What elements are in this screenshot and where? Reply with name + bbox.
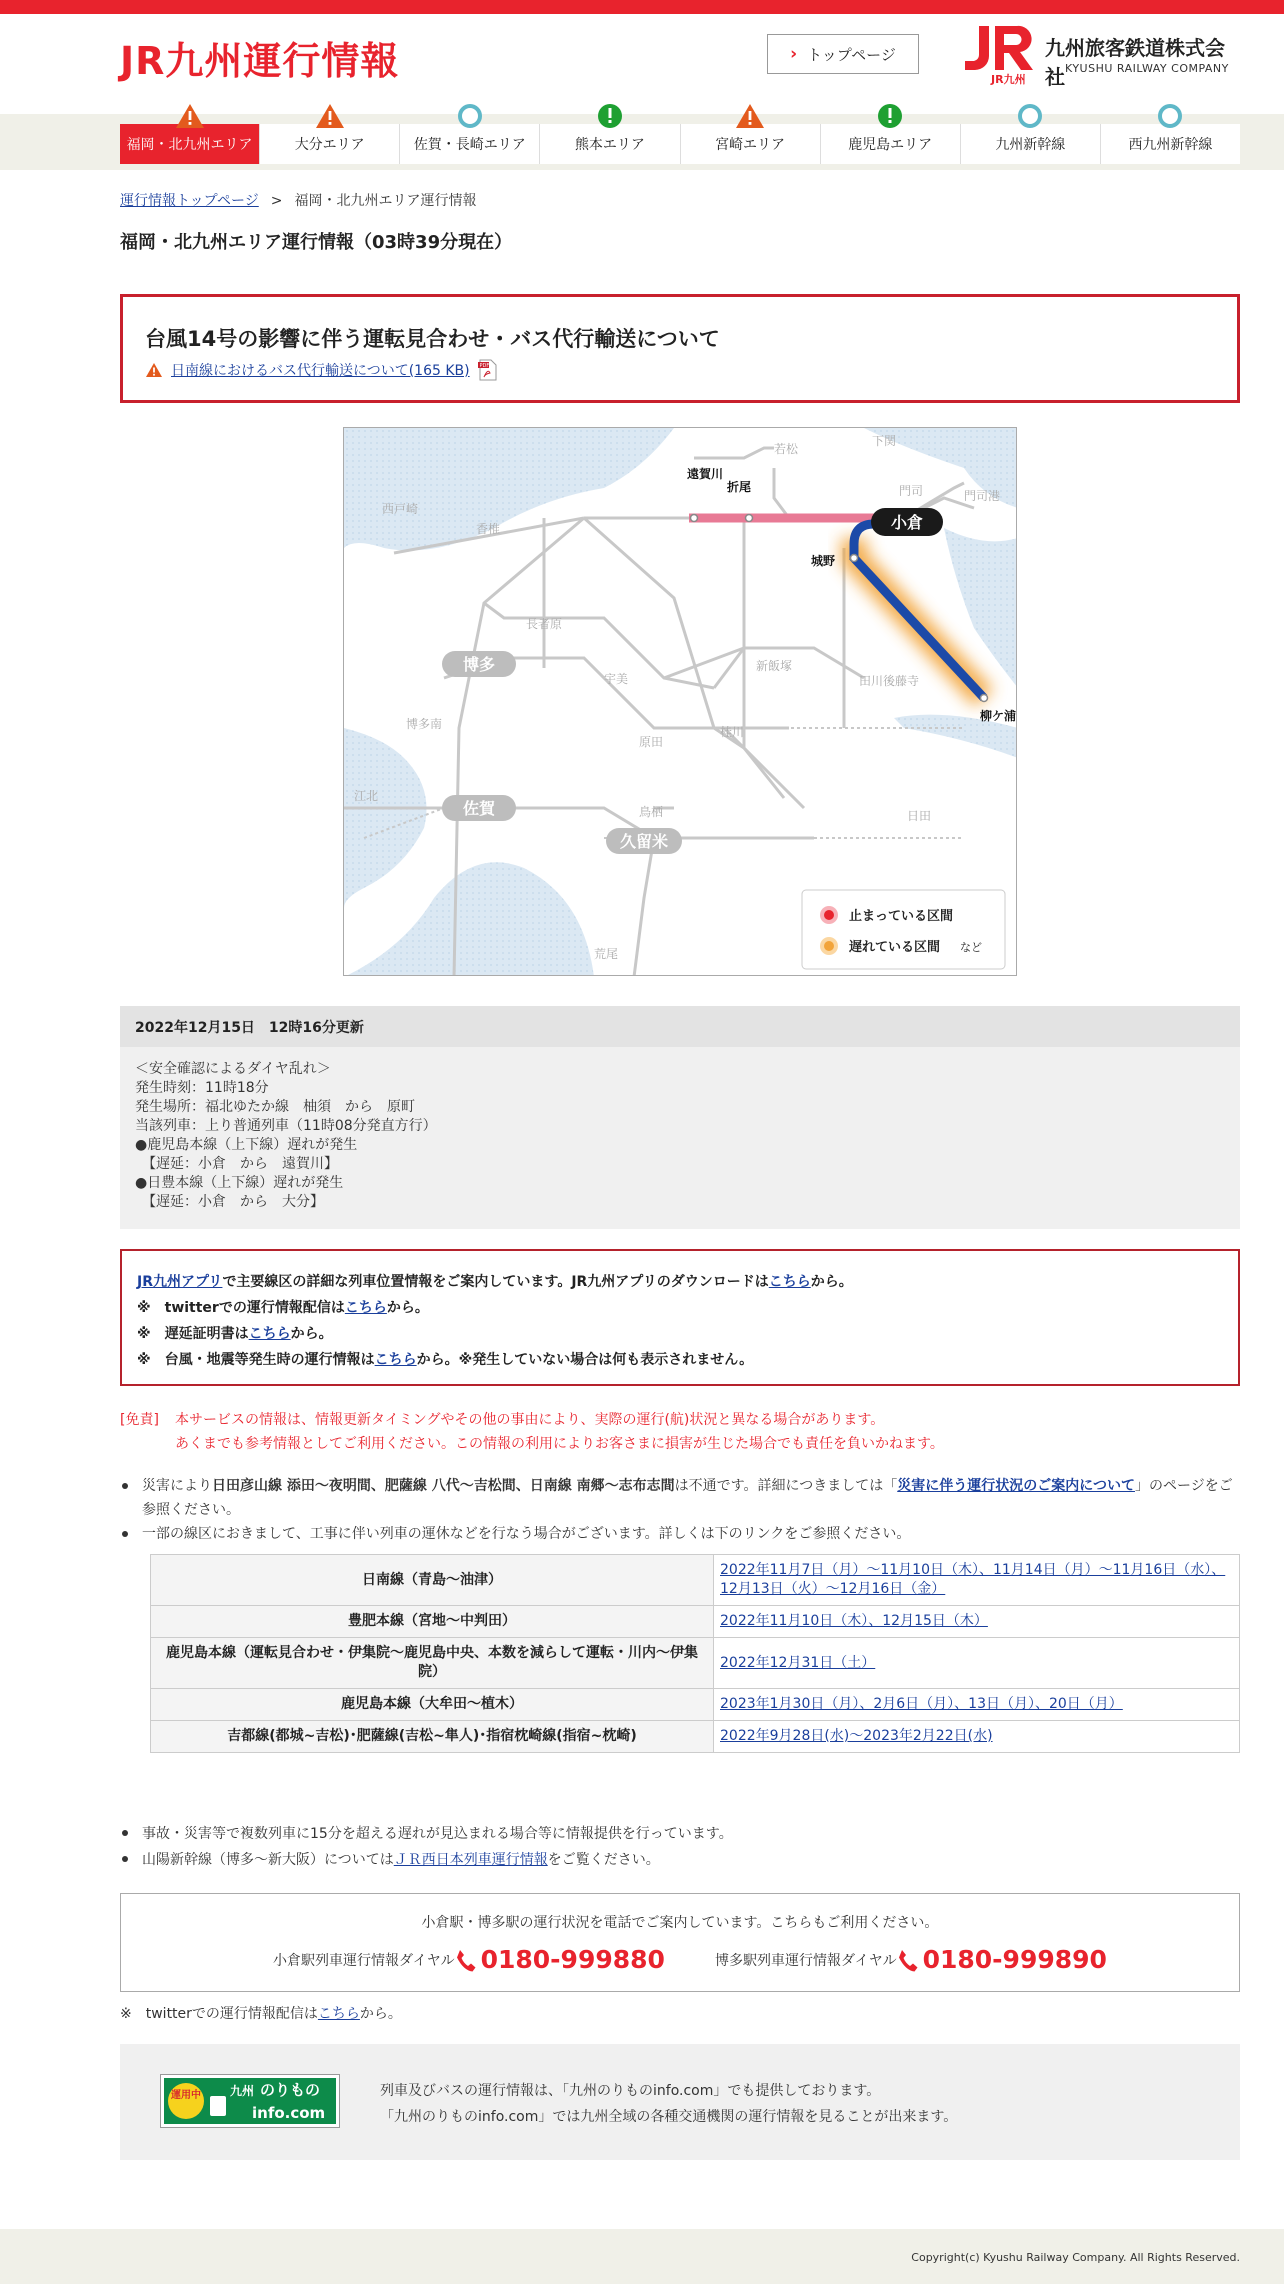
svg-text:宇美: 宇美	[604, 672, 629, 686]
footer	[0, 2229, 1284, 2284]
note-mark: ※	[137, 1326, 151, 1342]
disclaimer	[120, 1408, 1240, 1456]
top-page-label: トップページ	[807, 45, 896, 64]
company-name: 九州旅客鉄道株式会社	[1045, 36, 1225, 89]
svg-text:遅れている区間: 遅れている区間	[849, 940, 941, 955]
copyright: Copyright(c) Kyushu Railway Company. All Rights Reserved.	[911, 2251, 1240, 2264]
tab-label: 大分エリア	[294, 137, 365, 153]
svg-text:柳ケ浦: 柳ケ浦	[980, 709, 1017, 723]
service-notes	[120, 1474, 1240, 1546]
svg-text:日田: 日田	[907, 809, 932, 823]
tab-area-7[interactable]	[1100, 124, 1240, 164]
disclaimer-line: あくまでも参考情報としてご利用ください。この情報の利用によりお客さまに損害が生じた場合でも責任を負いかねます。	[175, 1436, 944, 1452]
svg-text:西戸崎: 西戸崎	[382, 502, 419, 516]
tab-label: 西九州新幹線	[1128, 137, 1213, 153]
breadcrumb	[120, 190, 476, 210]
warning-icon	[145, 362, 163, 378]
tab-area-3[interactable]	[539, 124, 679, 164]
svg-text:博多南: 博多南	[406, 717, 443, 731]
note-text: をご覧ください。	[547, 1852, 660, 1868]
svg-text:鳥栖: 鳥栖	[639, 805, 664, 819]
svg-text:止まっている区間: 止まっている区間	[849, 909, 954, 924]
svg-text:原田: 原田	[639, 735, 664, 749]
tab-label: 福岡・北九州エリア	[126, 137, 253, 153]
phone-icon	[897, 1948, 919, 1972]
svg-text:折尾: 折尾	[727, 480, 752, 494]
svg-text:JR九州: JR九州	[991, 73, 1026, 86]
svg-text:新飯塚: 新飯塚	[756, 659, 793, 673]
work-dates	[714, 1606, 1240, 1638]
disclaimer-label: [免責]	[120, 1412, 159, 1428]
disaster-text: 台風・地震等発生時の運行情報は	[164, 1352, 375, 1368]
norimono-logo-icon	[164, 2078, 336, 2124]
svg-text:のりもの: のりもの	[260, 2081, 321, 2099]
line-name: 鹿児島本線（運転見合わせ・伊集院～鹿児島中央、本数を減らして運転・川内～伊集院）	[151, 1638, 714, 1689]
svg-text:博多: 博多	[462, 655, 496, 674]
svg-text:運用中: 運用中	[171, 2090, 201, 2101]
twitter-link[interactable]: こちら	[344, 1300, 387, 1316]
hakata-phone-label: 博多駅列車運行情報ダイヤル	[715, 1952, 897, 1969]
svg-text:門司: 門司	[899, 484, 924, 498]
disaster-text-end: から。※発生していない場合は何も表示されません。	[416, 1352, 754, 1368]
update-line: 発生場所：福北ゆたか線 柚須 から 原町	[135, 1099, 415, 1115]
work-date-link[interactable]: 2022年11月10日（木）、12月15日（木）	[720, 1613, 988, 1629]
line-name: 日南線（青島～油津）	[151, 1555, 714, 1606]
kokura-phone[interactable]	[273, 1945, 665, 1974]
app-download-link[interactable]: こちら	[768, 1274, 811, 1290]
app-text: で主要線区の詳細な列車位置情報をご案内しています。JR九州アプリのダウンロードは	[222, 1274, 769, 1290]
tab-area-0[interactable]	[120, 124, 259, 164]
svg-text:香椎: 香椎	[476, 522, 501, 536]
update-line: ＜安全確認によるダイヤ乱れ＞	[135, 1061, 331, 1077]
table-row	[151, 1606, 1240, 1638]
work-dates	[714, 1689, 1240, 1721]
alert-title: 台風14号の影響に伴う運転見合わせ・バス代行輸送について	[145, 327, 720, 351]
tab-label: 佐賀・長崎エリア	[413, 137, 526, 153]
phone-info-box	[120, 1893, 1240, 1992]
construction-table	[150, 1554, 1240, 1753]
work-dates	[714, 1721, 1240, 1753]
note-text: 山陽新幹線（博多～新大阪）については	[142, 1852, 394, 1868]
disclaimer-line: 本サービスの情報は、情報更新タイミングやその他の事由により、実際の運行(航)状況と異なる場合があります。	[175, 1412, 885, 1428]
svg-text:九州: 九州	[230, 2084, 255, 2098]
svg-text:桂川: 桂川	[720, 725, 745, 739]
area-tabs	[120, 124, 1240, 164]
top-accent-bar	[0, 0, 1284, 14]
svg-text:久留米: 久留米	[619, 832, 669, 851]
work-date-link[interactable]: 12月13日（火）～12月16日（金）	[720, 1581, 946, 1597]
tab-label: 九州新幹線	[995, 137, 1066, 153]
top-page-button[interactable]	[767, 34, 919, 74]
phone-icon	[455, 1948, 477, 1972]
jr-app-link[interactable]: JR九州アプリ	[137, 1274, 223, 1290]
work-dates	[714, 1638, 1240, 1689]
company-name-en: KYUSHU RAILWAY COMPANY	[1065, 62, 1229, 75]
table-row	[151, 1721, 1240, 1753]
info-links-box	[120, 1249, 1240, 1386]
normal-icon	[455, 102, 485, 130]
delay-cert-link[interactable]: こちら	[248, 1326, 291, 1342]
kokura-phone-label: 小倉駅列車運行情報ダイヤル	[273, 1952, 455, 1969]
disaster-info-link[interactable]: こちら	[374, 1352, 417, 1368]
svg-text:若松: 若松	[774, 442, 799, 456]
table-row	[151, 1638, 1240, 1689]
line-name: 鹿児島本線（大牟田～植木）	[151, 1689, 714, 1721]
jr-kyushu-logo[interactable]	[957, 22, 1242, 90]
svg-text:長者原: 長者原	[526, 617, 563, 631]
twitter-note	[120, 2003, 402, 2023]
note-mark: ※	[137, 1300, 151, 1316]
route-map[interactable]	[343, 427, 1017, 976]
tab-area-1[interactable]	[259, 124, 399, 164]
svg-text:下関: 下関	[872, 434, 897, 448]
list-item	[120, 1847, 1240, 1873]
warning-icon	[175, 102, 205, 130]
normal-icon	[1155, 102, 1185, 130]
breadcrumb-home[interactable]: 運行情報トップページ	[120, 193, 259, 209]
norimono-banner	[120, 2044, 1240, 2160]
line-name: 豊肥本線（宮地～中判田）	[151, 1606, 714, 1638]
work-date-link[interactable]: 2022年12月31日（土）	[720, 1654, 876, 1671]
work-dates	[714, 1555, 1240, 1606]
update-line: ●日豊本線（上下線）遅れが発生	[135, 1175, 344, 1191]
update-timestamp: 2022年12月15日 12時16分更新	[120, 1006, 1240, 1047]
service-notes-2	[120, 1821, 1240, 1873]
twitter-note-link[interactable]: こちら	[317, 2006, 360, 2022]
breadcrumb-separator: >	[270, 193, 283, 209]
tab-label: 熊本エリア	[574, 137, 645, 153]
warning-icon	[315, 102, 345, 130]
tab-label: 宮崎エリア	[715, 137, 786, 153]
svg-text:遠賀川: 遠賀川	[687, 467, 724, 481]
info-icon	[875, 102, 905, 130]
note-text: 災害により	[142, 1478, 212, 1494]
norimono-logo[interactable]	[160, 2074, 340, 2128]
svg-text:など: など	[960, 941, 982, 954]
note-mark: ※	[120, 2006, 132, 2022]
jr-logo-icon	[957, 22, 1043, 86]
site-title[interactable]: JR九州運行情報	[120, 39, 400, 83]
list-item: 事故・災害等で複数列車に15分を超える遅れが見込まれる場合等に情報提供を行っています。	[120, 1821, 1240, 1847]
norimono-line: 列車及びバスの運行情報は、「九州のりものinfo.com」でも提供しております。	[380, 2083, 881, 2099]
tab-area-5[interactable]	[820, 124, 960, 164]
warning-icon	[735, 102, 765, 130]
work-date-link[interactable]: 2022年11月7日（月）～11月10日（木）、11月14日（月）～11月16日（水）、	[720, 1562, 1226, 1578]
list-item: 一部の線区におきまして、工事に伴い列車の運休などを行なう場合がございます。詳しくは下のリンクをご参照ください。	[120, 1522, 1240, 1546]
affected-lines	[689, 518, 984, 698]
line-name: 吉都線(都城~吉松)･肥薩線(吉松~隼人)･指宿枕崎線(指宿~枕崎)	[151, 1721, 714, 1753]
pdf-icon[interactable]	[478, 359, 498, 381]
norimono-line: 「九州のりものinfo.com」では九州全域の各種交通機関の運行情報を見ることが出来ます。	[380, 2109, 958, 2125]
hakata-phone-number[interactable]: 0180-999890	[922, 1945, 1107, 1974]
tab-area-6[interactable]	[960, 124, 1100, 164]
route-map-svg	[344, 428, 1017, 976]
cert-text-end: から。	[290, 1326, 333, 1342]
twitter-note-text: twitterでの運行情報配信は	[145, 2006, 318, 2022]
kokura-phone-number[interactable]: 0180-999880	[480, 1945, 665, 1974]
svg-text:門司港: 門司港	[964, 489, 1001, 503]
cert-text: 遅延証明書は	[164, 1326, 249, 1342]
norimono-text	[380, 2078, 957, 2130]
bus-service-pdf-link[interactable]: 日南線におけるバス代行輸送について(165 KB)	[171, 363, 470, 379]
svg-text:田川後藤寺: 田川後藤寺	[859, 674, 920, 688]
update-line: 【遅延：小倉 から 遠賀川】	[135, 1156, 338, 1172]
svg-text:城野: 城野	[811, 554, 836, 568]
list-item	[120, 1474, 1240, 1522]
table-row	[151, 1555, 1240, 1606]
svg-text:PDF: PDF	[479, 363, 489, 369]
twitter-text-end: から。	[386, 1300, 429, 1316]
jr-west-link[interactable]: ＪＲ西日本列車運行情報	[393, 1852, 548, 1868]
svg-text:佐賀: 佐賀	[462, 799, 496, 818]
tab-label: 鹿児島エリア	[848, 137, 933, 153]
chevron-right-icon: ›	[790, 44, 798, 64]
alert-box	[120, 294, 1240, 403]
table-row	[151, 1689, 1240, 1721]
update-line: 発生時刻：11時18分	[135, 1080, 269, 1096]
note-text: は不通です。詳細につきましては「	[674, 1478, 898, 1494]
svg-text:小倉: 小倉	[890, 513, 924, 532]
tab-area-4[interactable]	[680, 124, 820, 164]
map-legend	[802, 890, 1005, 969]
update-line: 当該列車：上り普通列車（11時08分発直方行）	[135, 1118, 437, 1134]
breadcrumb-current: 福岡・北九州エリア運行情報	[294, 193, 477, 209]
work-date-link[interactable]: 2023年1月30日（月）、2月6日（月）、13日（月）、20日（月）	[720, 1696, 1123, 1712]
tab-area-2[interactable]	[399, 124, 539, 164]
twitter-text: twitterでの運行情報配信は	[164, 1300, 345, 1316]
normal-icon	[1015, 102, 1045, 130]
page-title: 福岡・北九州エリア運行情報（03時39分現在）	[120, 232, 513, 253]
update-line: ●鹿児島本線（上下線）遅れが発生	[135, 1137, 358, 1153]
note-mark: ※	[137, 1352, 151, 1368]
info-icon	[595, 102, 625, 130]
twitter-note-text: から。	[359, 2006, 402, 2022]
suspended-lines: 日田彦山線 添田～夜明間、肥薩線 八代～吉松間、日南線 南郷～志布志間	[212, 1478, 675, 1494]
update-line: 【遅延：小倉 から 大分】	[135, 1194, 324, 1210]
svg-text:荒尾: 荒尾	[594, 947, 619, 961]
phone-message: 小倉駅・博多駅の運行状況を電話でご案内しています。こちらもご利用ください。	[421, 1915, 939, 1931]
svg-text:江北: 江北	[354, 789, 379, 803]
work-date-link[interactable]: 2022年9月28日(水)～2023年2月22日(水)	[720, 1728, 993, 1744]
app-text-end: から。	[810, 1274, 853, 1290]
update-details	[120, 1047, 1240, 1229]
svg-text:info.com: info.com	[252, 2104, 326, 2122]
disaster-status-link[interactable]: 災害に伴う運行状況のご案内について	[897, 1478, 1135, 1494]
hakata-phone[interactable]	[715, 1945, 1107, 1974]
note-text: 」のページをご参照ください。	[142, 1478, 1233, 1518]
